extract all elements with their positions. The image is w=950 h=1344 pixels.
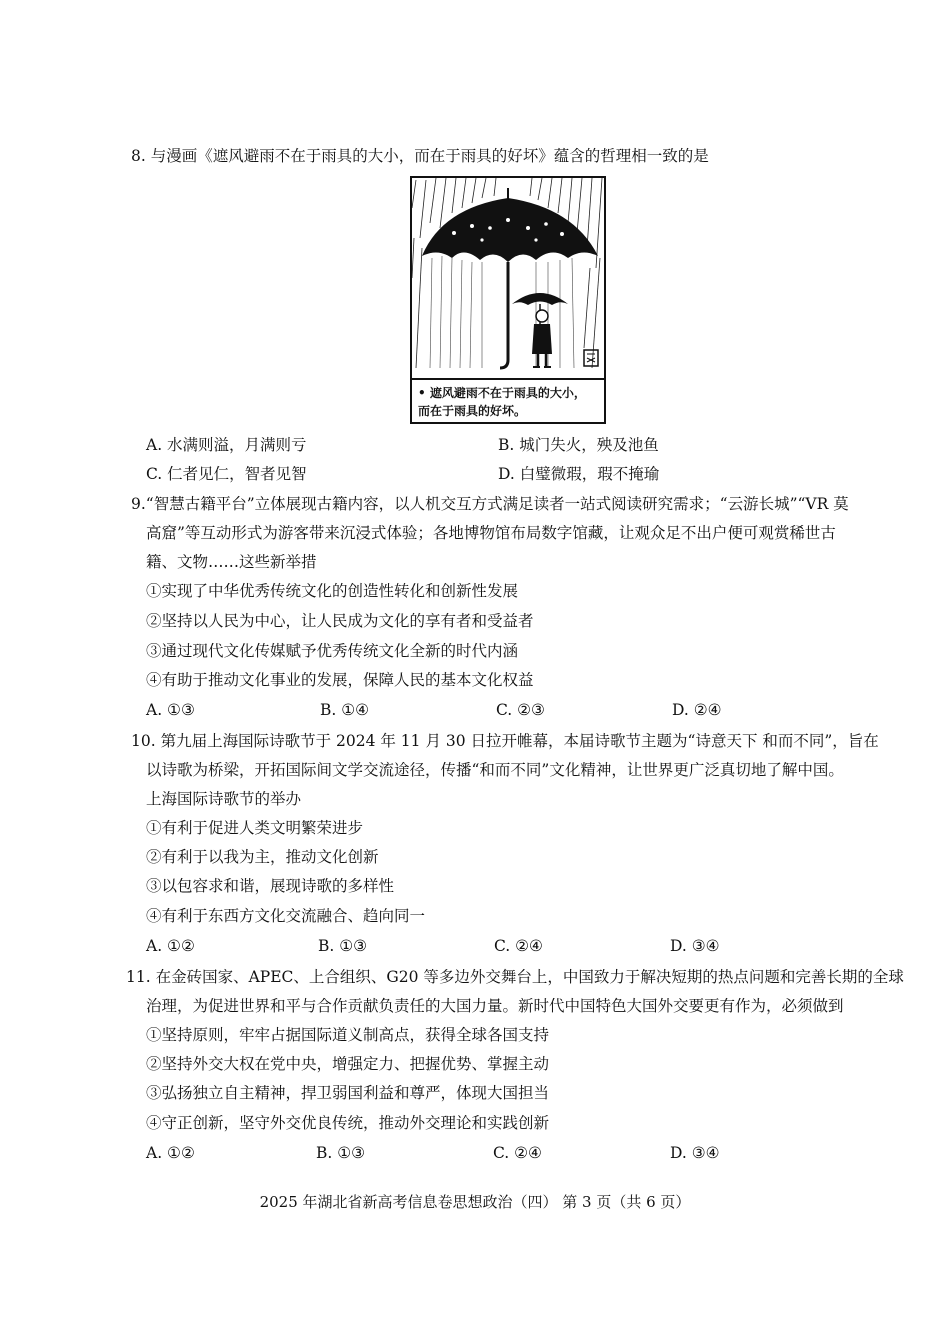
q11-item-3: ③弘扬独立自主精神，捍卫弱国利益和尊严，体现大国担当 bbox=[146, 1084, 550, 1102]
question-9-line-2: 高窟”等互动形式为游客带来沉浸式体验；各地博物馆布局数字馆藏，让观众足不出户便可观赏稀世古 bbox=[146, 524, 836, 542]
q9-option-d: D. ②④ bbox=[672, 701, 722, 719]
cartoon-caption-line-2: 而在于雨具的好坏。 bbox=[418, 404, 527, 418]
question-9-line-3: 籍、文物……这些新举措 bbox=[146, 553, 317, 571]
q10-item-1: ①有利于促进人类文明繁荣进步 bbox=[146, 819, 364, 837]
q9-option-c: C. ②③ bbox=[496, 701, 545, 719]
q10-item-4: ④有利于东西方文化交流融合、趋向同一 bbox=[146, 907, 426, 925]
question-11-line-2: 治理，为促进世界和平与合作贡献负责任的大国力量。新时代中国特色大国外交要更有作为，必须做到 bbox=[146, 997, 844, 1015]
question-8-stem: 8. 与漫画《遮风避雨不在于雨具的大小，而在于雨具的好坏》蕴含的哲理相一致的是 bbox=[131, 147, 709, 165]
q10-item-2: ②有利于以我为主，推动文化创新 bbox=[146, 848, 379, 866]
cartoon-caption bbox=[412, 378, 604, 422]
q11-item-2: ②坚持外交大权在党中央，增强定力、把握优势、掌握主动 bbox=[146, 1055, 550, 1073]
question-11-line-1: 11. 在金砖国家、APEC、上合组织、G20 等多边外交舞台上，中国致力于解决短期的热点问题和完善长期的全球 bbox=[126, 968, 904, 986]
question-10-line-3: 上海国际诗歌节的举办 bbox=[146, 790, 302, 808]
question-10-line-2: 以诗歌为桥梁，开拓国际间文学交流途径，传播“和而不同”文化精神，让世界更广泛真切地了解中国。 bbox=[146, 761, 844, 779]
q9-option-b: B. ①④ bbox=[320, 701, 370, 719]
q9-item-1: ①实现了中华优秀传统文化的创造性转化和创新性发展 bbox=[146, 582, 519, 600]
q8-option-d: D. 白璧微瑕，瑕不掩瑜 bbox=[498, 465, 660, 483]
cartoon-caption-line-1: • 遮风避雨不在于雨具的大小， bbox=[418, 386, 586, 400]
q8-option-a: A. 水满则溢，月满则亏 bbox=[146, 436, 307, 454]
question-9-line-1: 9.“智慧古籍平台”立体展现古籍内容，以人机交互方式满足读者一站式阅读研究需求；“云游长城”“VR 莫 bbox=[131, 495, 849, 513]
q8-option-b: B. 城门失火，殃及池鱼 bbox=[498, 436, 659, 454]
q10-item-3: ③以包容求和谐，展现诗歌的多样性 bbox=[146, 877, 395, 895]
cartoon-illustration bbox=[412, 178, 604, 378]
q9-item-4: ④有助于推动文化事业的发展，保障人民的基本文化权益 bbox=[146, 671, 534, 689]
q10-option-a: A. ①② bbox=[146, 937, 195, 955]
q11-option-a: A. ①② bbox=[146, 1144, 195, 1162]
q10-option-b: B. ①③ bbox=[318, 937, 368, 955]
q10-option-c: C. ②④ bbox=[494, 937, 543, 955]
question-10-line-1: 10. 第九届上海国际诗歌节于 2024 年 11 月 30 日拉开帷幕，本届诗歌节主题为“诗意天下 和而不同”，旨在 bbox=[131, 732, 879, 750]
q10-option-d: D. ③④ bbox=[670, 937, 720, 955]
umbrella-cartoon bbox=[410, 176, 606, 424]
page-footer: 2025 年湖北省新高考信息卷思想政治（四） 第 3 页（共 6 页） bbox=[259, 1193, 691, 1211]
q9-option-a: A. ①③ bbox=[146, 701, 195, 719]
q11-option-c: C. ②④ bbox=[493, 1144, 542, 1162]
q11-item-1: ①坚持原则，牢牢占据国际道义制高点，获得全球各国支持 bbox=[146, 1026, 550, 1044]
q9-item-2: ②坚持以人民为中心，让人民成为文化的享有者和受益者 bbox=[146, 612, 534, 630]
q11-item-4: ④守正创新，坚守外交优良传统，推动外交理论和实践创新 bbox=[146, 1114, 550, 1132]
q9-item-3: ③通过现代文化传媒赋予优秀传统文化全新的时代内涵 bbox=[146, 642, 519, 660]
q11-option-b: B. ①③ bbox=[316, 1144, 366, 1162]
q11-option-d: D. ③④ bbox=[670, 1144, 720, 1162]
q8-option-c: C. 仁者见仁，智者见智 bbox=[146, 465, 307, 483]
